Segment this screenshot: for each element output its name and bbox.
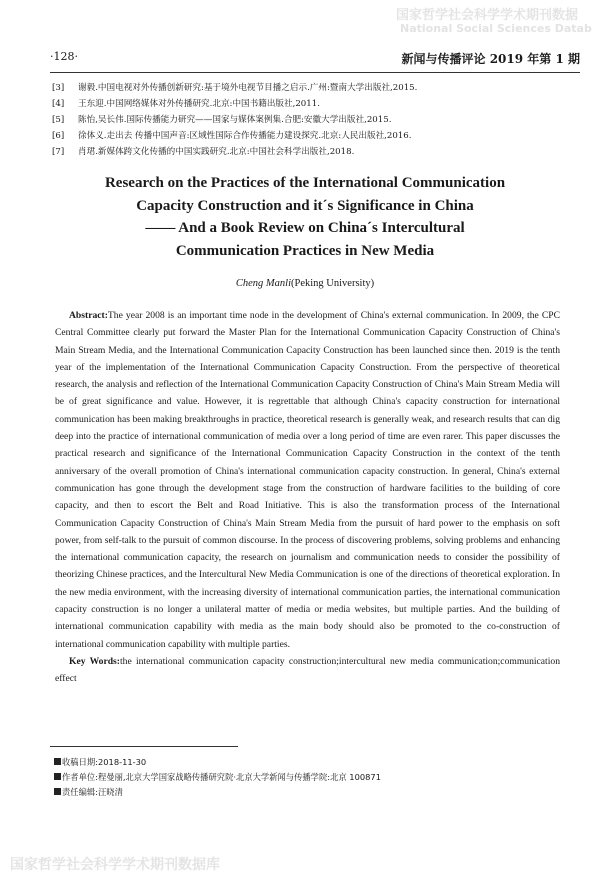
journal-title: 新闻与传播评论 2019 年第 1 期 bbox=[401, 52, 580, 66]
watermark-top-chinese: 国家哲学社会科学学术期刊数据 bbox=[396, 8, 579, 23]
keywords-text: the international communication capacity construction;intercultural new media communication;communication effect bbox=[55, 655, 560, 685]
watermark-top-english: National Social Sciences Datab bbox=[400, 22, 592, 35]
reference-item: [6] 徐体义.走出去 传播中国声音:区域性国际合作传播能力建设探究.北京:人民出版社,2016. bbox=[52, 131, 412, 141]
reference-item: [4] 王东迎.中国网络媒体对外传播研究.北京:中国书籍出版社,2011. bbox=[52, 99, 320, 109]
footnote-editor: 责任编辑:汪晓清 bbox=[54, 785, 381, 800]
square-bullet-icon bbox=[54, 788, 61, 795]
keywords-label: Key Words: bbox=[69, 655, 120, 667]
footnote-author-affiliation: 作者单位:程曼丽,北京大学国家战略传播研究院·北京大学新闻与传播学院:北京 100871 bbox=[54, 770, 381, 785]
reference-item: [5] 陈怡,吴长伟.国际传播能力研究——国家与媒体案例集.合肥:安徽大学出版社,2015. bbox=[52, 115, 392, 125]
title-line: Research on the Practices of the International Communication bbox=[104, 175, 506, 191]
running-header bbox=[50, 50, 580, 68]
square-bullet-icon bbox=[54, 758, 61, 765]
keywords-paragraph bbox=[55, 653, 560, 688]
header-rule bbox=[50, 72, 580, 73]
title-line: Capacity Construction and it´s Significance in China bbox=[136, 197, 474, 214]
reference-item: [7] 肖珺.新媒体跨文化传播的中国实践研究.北京:中国社会科学出版社,2018. bbox=[52, 147, 355, 157]
square-bullet-icon bbox=[54, 773, 61, 780]
page-number: ·128· bbox=[50, 50, 78, 63]
abstract-text: The year 2008 is an important time node in the development of China's external communication. In 2009, the CPC Central Committee clearly put forward the Master Plan for the International Communication Capacity Construction of China's Main Stream Media, and the International Communication Capacity Construction has been launched since then. 2019 is the tenth year of the implementation of the International Communication Capacity Construction. From the perspective of theoretical research, the analysis and reflection of the International Communication Capacity Construction of China's Main Stream Media will be of great significance and value. However, it is regrettable that although China's capacity construction for international communication has been making breakthroughs in practice, theoretical research is generally weak, and research results that can dig deep into the practice of international communication of media over a long period of time are even rarer. This paper discusses the practical research and significance of the International Communication Capacity Construction in the context of the tenth anniversary of the overall promotion of China's international communication capacity construction. In general, China's external communication has gone through the development stage from the construction of hardware facilities to the building of core capacity, and then to escort the Belt and Road Initiative. This is also the transformation process of the International Communication Capacity Construction of China's Main Stream Media from the pursuit of hard power to the emphasis on soft power, from self-talk to the pursuit of common discourse. In the process of discovering problems, solving problems and enhancing the international communication capacity, the research on journalism and communication needs to consider the possibility of theorizing Chinese practices, and the Intercultural New Media Communication is one of the directions of theoretical exploration. In the new media environment, with the increasing diversity of international communication parties, the international communication capacity construction is no longer a unilateral matter of media or media websites, but multiple parties. And the building of international communication capability with media as the main body should also be promoted to the co-construction of international communication capability with multiple parties. bbox=[55, 310, 560, 650]
author-name: Cheng Manli bbox=[235, 278, 291, 289]
abstract-paragraph bbox=[55, 307, 560, 653]
footnotes bbox=[54, 755, 381, 800]
footnote-rule bbox=[50, 746, 238, 747]
reference-list bbox=[52, 80, 572, 160]
article-title bbox=[60, 172, 550, 262]
watermark-bottom: 国家哲学社会科学学术期刊数据库 bbox=[10, 857, 220, 873]
abstract-label: Abstract: bbox=[69, 310, 108, 321]
reference-item: [3] 谢毅.中国电视对外传播创新研究:基于境外电视节目播之启示.广州:暨南大学出版社,2015. bbox=[52, 83, 418, 93]
author-affiliation: (Peking University) bbox=[291, 278, 375, 289]
title-line: —— And a Book Review on China´s Intercultural bbox=[145, 220, 465, 236]
title-line: Communication Practices in New Media bbox=[175, 242, 435, 259]
author-line bbox=[60, 278, 550, 289]
footnote-received-date: 收稿日期:2018-11-30 bbox=[54, 755, 381, 770]
abstract-section bbox=[55, 307, 560, 688]
